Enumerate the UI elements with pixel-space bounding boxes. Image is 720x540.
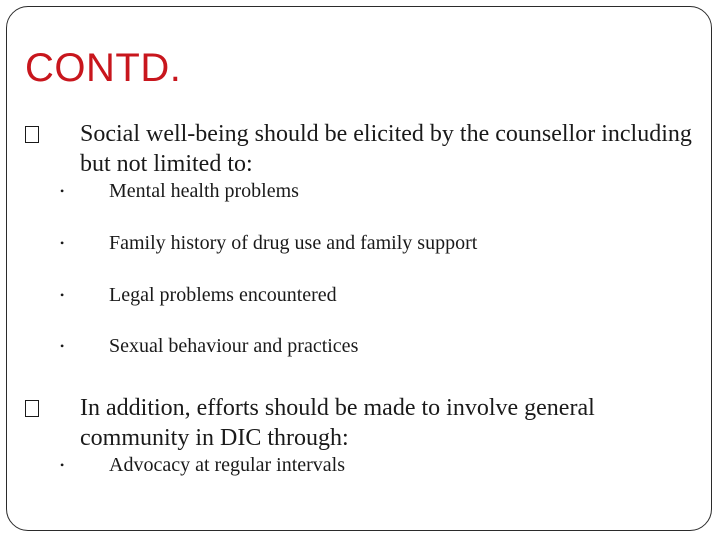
sub-bullet-label: Sexual behaviour and practices bbox=[109, 335, 359, 357]
sub-bullet-label: Family history of drug use and family support bbox=[109, 232, 478, 254]
bullet-dot-icon: • bbox=[60, 339, 65, 353]
main-bullet-text: In addition, efforts should be made to involve general community in DIC through: bbox=[80, 395, 595, 451]
main-bullet-community-involvement bbox=[25, 393, 705, 453]
main-bullet-social-wellbeing bbox=[25, 119, 705, 179]
main-bullet-text: Social well-being should be elicited by the counsellor including but not limited to: bbox=[80, 121, 692, 177]
sub-bullet-label: Advocacy at regular intervals bbox=[109, 454, 346, 476]
bullet-dot-icon: • bbox=[60, 458, 65, 472]
sub-bullet-label: Legal problems encountered bbox=[109, 284, 337, 306]
bullet-dot-icon: • bbox=[60, 184, 65, 198]
bullet-dot-icon: • bbox=[60, 236, 65, 250]
bullet-dot-icon: • bbox=[60, 288, 65, 302]
slide-title: CONTD. bbox=[25, 46, 182, 90]
sub-bullet-label: Mental health problems bbox=[109, 180, 299, 202]
square-bullet-icon bbox=[25, 400, 39, 417]
square-bullet-icon bbox=[25, 126, 39, 143]
